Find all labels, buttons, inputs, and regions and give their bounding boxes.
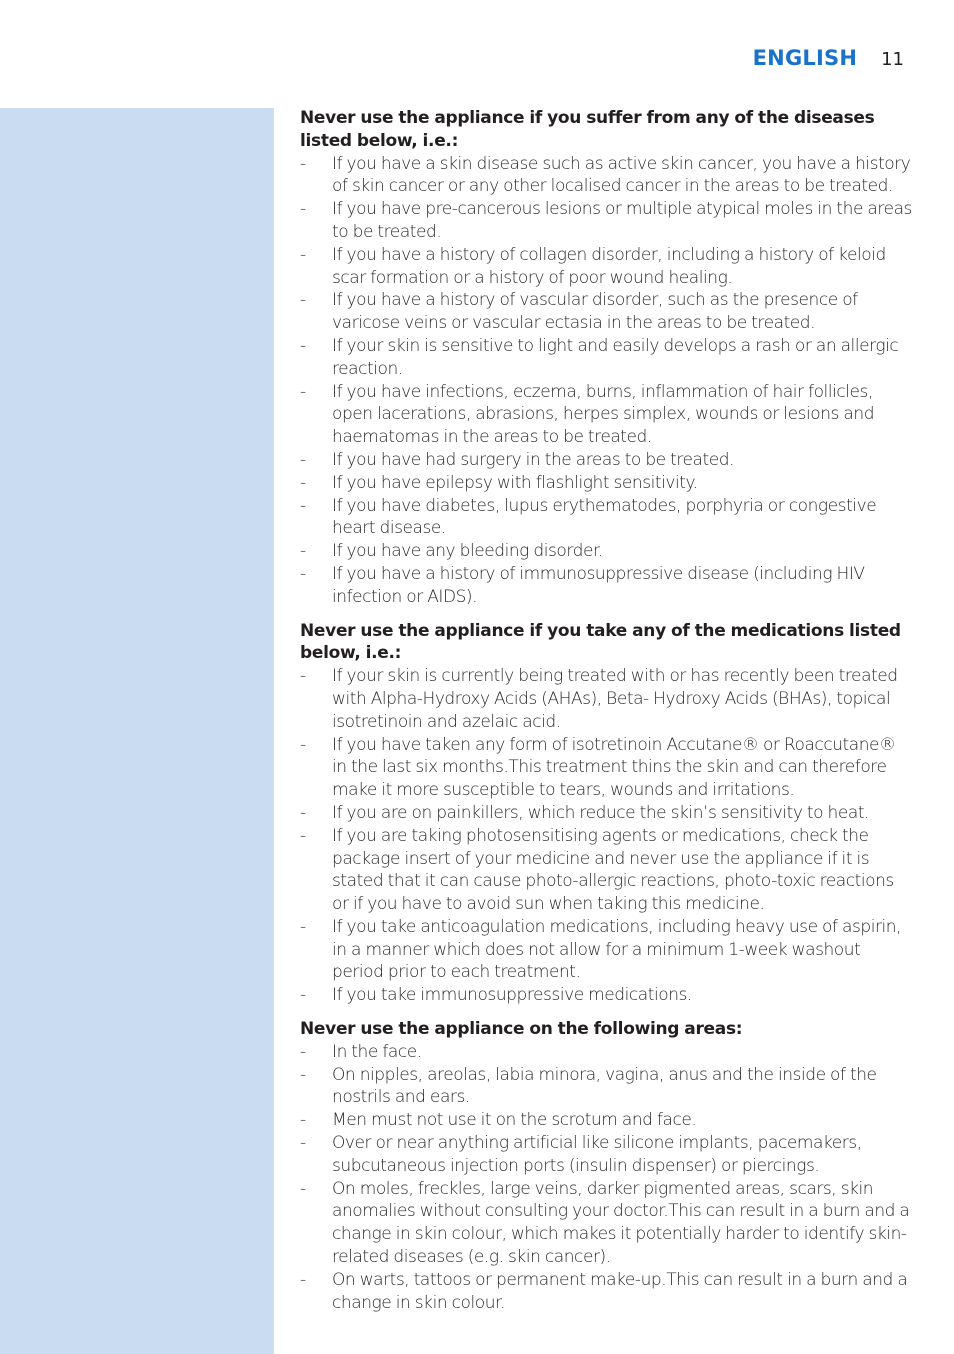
list-item-text: On moles, freckles, large veins, darker pigmented areas, scars, skin anomalies without consulting your doctor.This can result in a burn and a change in skin colour, which makes it potentially harder to identify skin-related diseases (e.g. skin cancer). (332, 1178, 910, 1268)
list-item (300, 825, 912, 916)
dash-bullet-icon: - (300, 916, 306, 937)
dash-bullet-icon: - (300, 153, 306, 174)
list-item-text: If you have taken any form of isotretinoin Accutane® or Roaccutane® in the last six months.This treatment thins the skin and can therefore make it more susceptible to tears, wounds and irritations. (332, 734, 896, 801)
diseases-section (300, 107, 912, 609)
sidebar-panel (0, 108, 274, 1354)
dash-bullet-icon: - (300, 1064, 306, 1085)
dash-bullet-icon: - (300, 1133, 306, 1154)
list-item (300, 1064, 912, 1110)
list-item (300, 563, 912, 609)
list-item (300, 1178, 912, 1269)
dash-bullet-icon: - (300, 290, 306, 311)
list-item-text: If you have a history of immunosuppressive disease (including HIV infection or AIDS). (332, 563, 865, 607)
list-item (300, 540, 912, 563)
list-item-text: If you take immunosuppressive medications. (332, 985, 692, 1006)
dash-bullet-icon: - (300, 1269, 306, 1290)
dash-bullet-icon: - (300, 449, 306, 470)
medications-section (300, 620, 912, 1008)
list-item-text: If you have a history of vascular disorder, such as the presence of varicose veins or vascular ectasia in the areas to be treated. (332, 290, 858, 334)
list-item (300, 1132, 912, 1178)
list-item-text: If you have diabetes, lupus erythematodes, porphyria or congestive heart disease. (332, 495, 877, 539)
bullet-list (300, 1041, 912, 1315)
list-item-text: If you have a history of collagen disorder, including a history of keloid scar formation or a history of poor wound healing. (332, 244, 886, 288)
list-item-text: If your skin is currently being treated with or has recently been treated with Alpha-Hydroxy Acids (AHAs), Beta- Hydroxy Acids (BHAs), topical isotretinoin and azelaic acid. (332, 666, 898, 732)
dash-bullet-icon: - (300, 199, 306, 220)
list-item (300, 244, 912, 290)
list-item-text: If you are on painkillers, which reduce the skin’s sensitivity to heat. (332, 802, 870, 823)
list-item-text: If you are taking photosensitising agents or medications, check the package insert of your medicine and never use the appliance if it is stated that it can cause photo-allergic reactions, photo-toxic reactions or if you have to avoid sun when taking this medicine. (332, 825, 894, 915)
list-item (300, 802, 912, 825)
dash-bullet-icon: - (300, 244, 306, 265)
dash-bullet-icon: - (300, 1178, 306, 1199)
list-item-text: If you have had surgery in the areas to be treated. (332, 449, 735, 470)
bullet-list (300, 153, 912, 609)
dash-bullet-icon: - (300, 1110, 306, 1131)
list-item (300, 335, 912, 381)
areas-section (300, 1018, 912, 1314)
section-heading: Never use the appliance on the following areas: (300, 1019, 743, 1040)
list-item (300, 984, 912, 1007)
bullet-list (300, 665, 912, 1007)
list-item (300, 289, 912, 335)
list-item (300, 734, 912, 802)
dash-bullet-icon: - (300, 381, 306, 402)
dash-bullet-icon: - (300, 472, 306, 493)
list-item-text: Over or near anything artificial like silicone implants, pacemakers, subcutaneous injection ports (insulin dispenser) or piercings. (332, 1133, 862, 1176)
list-item (300, 1109, 912, 1132)
list-item (300, 381, 912, 449)
page-header (753, 46, 904, 70)
dash-bullet-icon: - (300, 734, 306, 755)
language-label: ENGLISH (752, 46, 858, 70)
list-item-text: In the face. (332, 1041, 422, 1062)
list-item (300, 1269, 912, 1315)
list-item (300, 198, 912, 244)
list-item (300, 916, 912, 984)
list-item-text: If you have any bleeding disorder. (332, 541, 603, 562)
main-content (300, 107, 912, 1325)
list-item-text: If your skin is sensitive to light and easily develops a rash or an allergic reaction. (332, 335, 899, 379)
dash-bullet-icon: - (300, 1041, 306, 1062)
list-item (300, 495, 912, 541)
list-item-text: Men must not use it on the scrotum and face. (332, 1110, 697, 1131)
page-number: 11 (881, 49, 904, 70)
dash-bullet-icon: - (300, 666, 306, 687)
list-item (300, 1041, 912, 1064)
dash-bullet-icon: - (300, 985, 306, 1006)
section-heading: Never use the appliance if you take any of the medications listed below, i.e.: (300, 620, 901, 664)
dash-bullet-icon: - (300, 495, 306, 516)
dash-bullet-icon: - (300, 541, 306, 562)
dash-bullet-icon: - (300, 563, 306, 584)
dash-bullet-icon: - (300, 802, 306, 823)
list-item-text: If you have epilepsy with flashlight sensitivity. (332, 472, 698, 493)
list-item-text: If you have infections, eczema, burns, inflammation of hair follicles, open lacerations, abrasions, herpes simplex, wounds or lesions and haematomas in the areas to be treated. (332, 381, 875, 448)
dash-bullet-icon: - (300, 335, 306, 356)
list-item-text: On nipples, areolas, labia minora, vagina, anus and the inside of the nostrils and ears. (332, 1064, 877, 1108)
list-item (300, 665, 912, 733)
list-item-text: If you take anticoagulation medications, including heavy use of aspirin, in a manner which does not allow for a minimum 1-week washout period prior to each treatment. (332, 916, 902, 983)
list-item (300, 449, 912, 472)
dash-bullet-icon: - (300, 825, 306, 846)
list-item (300, 472, 912, 495)
list-item (300, 153, 912, 199)
list-item-text: If you have a skin disease such as active skin cancer, you have a history of skin cancer or any other localised cancer in the areas to be treated. (332, 153, 911, 197)
list-item-text: If you have pre-cancerous lesions or multiple atypical moles in the areas to be treated. (332, 199, 912, 242)
section-heading: Never use the appliance if you suffer from any of the diseases listed below, i.e.: (300, 108, 875, 151)
list-item-text: On warts, tattoos or permanent make-up.This can result in a burn and a change in skin colour. (332, 1269, 908, 1313)
